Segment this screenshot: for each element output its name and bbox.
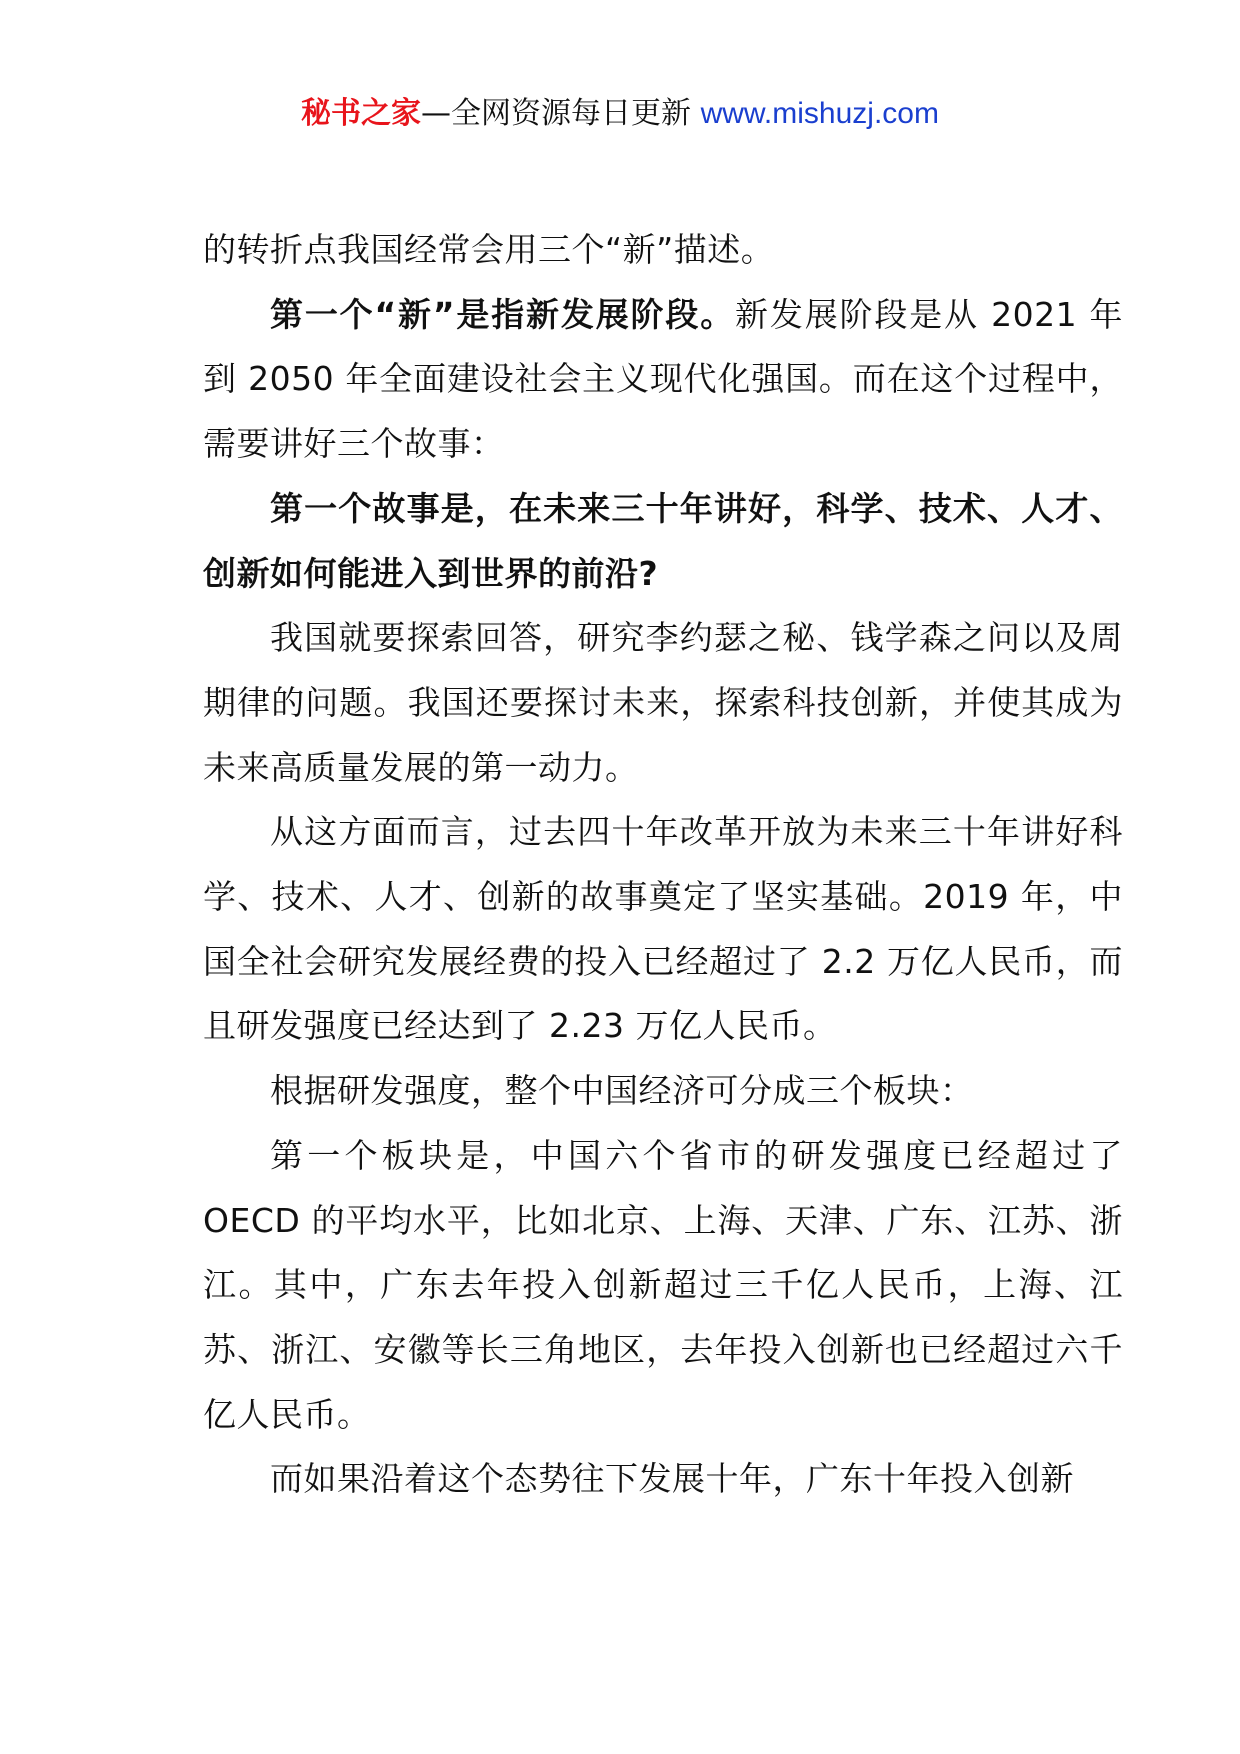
paragraph-6: 根据研发强度，整个中国经济可分成三个板块： <box>270 1071 974 1111</box>
header-tagline: —全网资源每日更新 <box>421 96 701 131</box>
paragraph-1: 的转折点我国经常会用三个“新”描述。 <box>203 230 775 269</box>
paragraph-5: 从这方面而言，过去四十年改革开放为未来三十年讲好科学、技术、人才、创新的故事奠定了坚实基础。2019 年，中国全社会研究发展经费的投入已经超过了 2.2 万亿人民币，而且研发强度已经达到了 2.23 万亿人民币。 <box>203 812 1123 1046</box>
paragraph-2 <box>203 283 1123 477</box>
document-body <box>203 218 1123 1512</box>
paragraph-2-heading: 第一个“新”是指新发展阶段。 <box>270 294 736 334</box>
paragraph-2-text: 新发展阶段是从 2021 年到 2050 年全面建设社会主义现代化强国。而在这个过程中，需要讲好三个故事： <box>203 294 1123 464</box>
paragraph-4: 我国就要探索回答，研究李约瑟之秘、钱学森之问以及周期律的问题。我国还要探讨未来，探索科技创新，并使其成为未来高质量发展的第一动力。 <box>203 618 1123 787</box>
site-url-link[interactable]: www.mishuzj.com <box>700 97 939 130</box>
site-header <box>0 94 1240 134</box>
brand-name: 秘书之家 <box>301 96 422 131</box>
paragraph-7: 第一个板块是，中国六个省市的研发强度已经超过了 OECD 的平均水平，比如北京、上海、天津、广东、江苏、浙江。其中，广东去年投入创新超过三千亿人民币，上海、江苏、浙江、安徽等长三角地区，去年投入创新也已经超过六千亿人民币。 <box>203 1135 1123 1434</box>
paragraph-3-heading: 第一个故事是，在未来三十年讲好，科学、技术、人才、创新如何能进入到世界的前沿? <box>203 488 1123 593</box>
paragraph-8: 而如果沿着这个态势往下发展十年，广东十年投入创新 <box>270 1459 1074 1499</box>
